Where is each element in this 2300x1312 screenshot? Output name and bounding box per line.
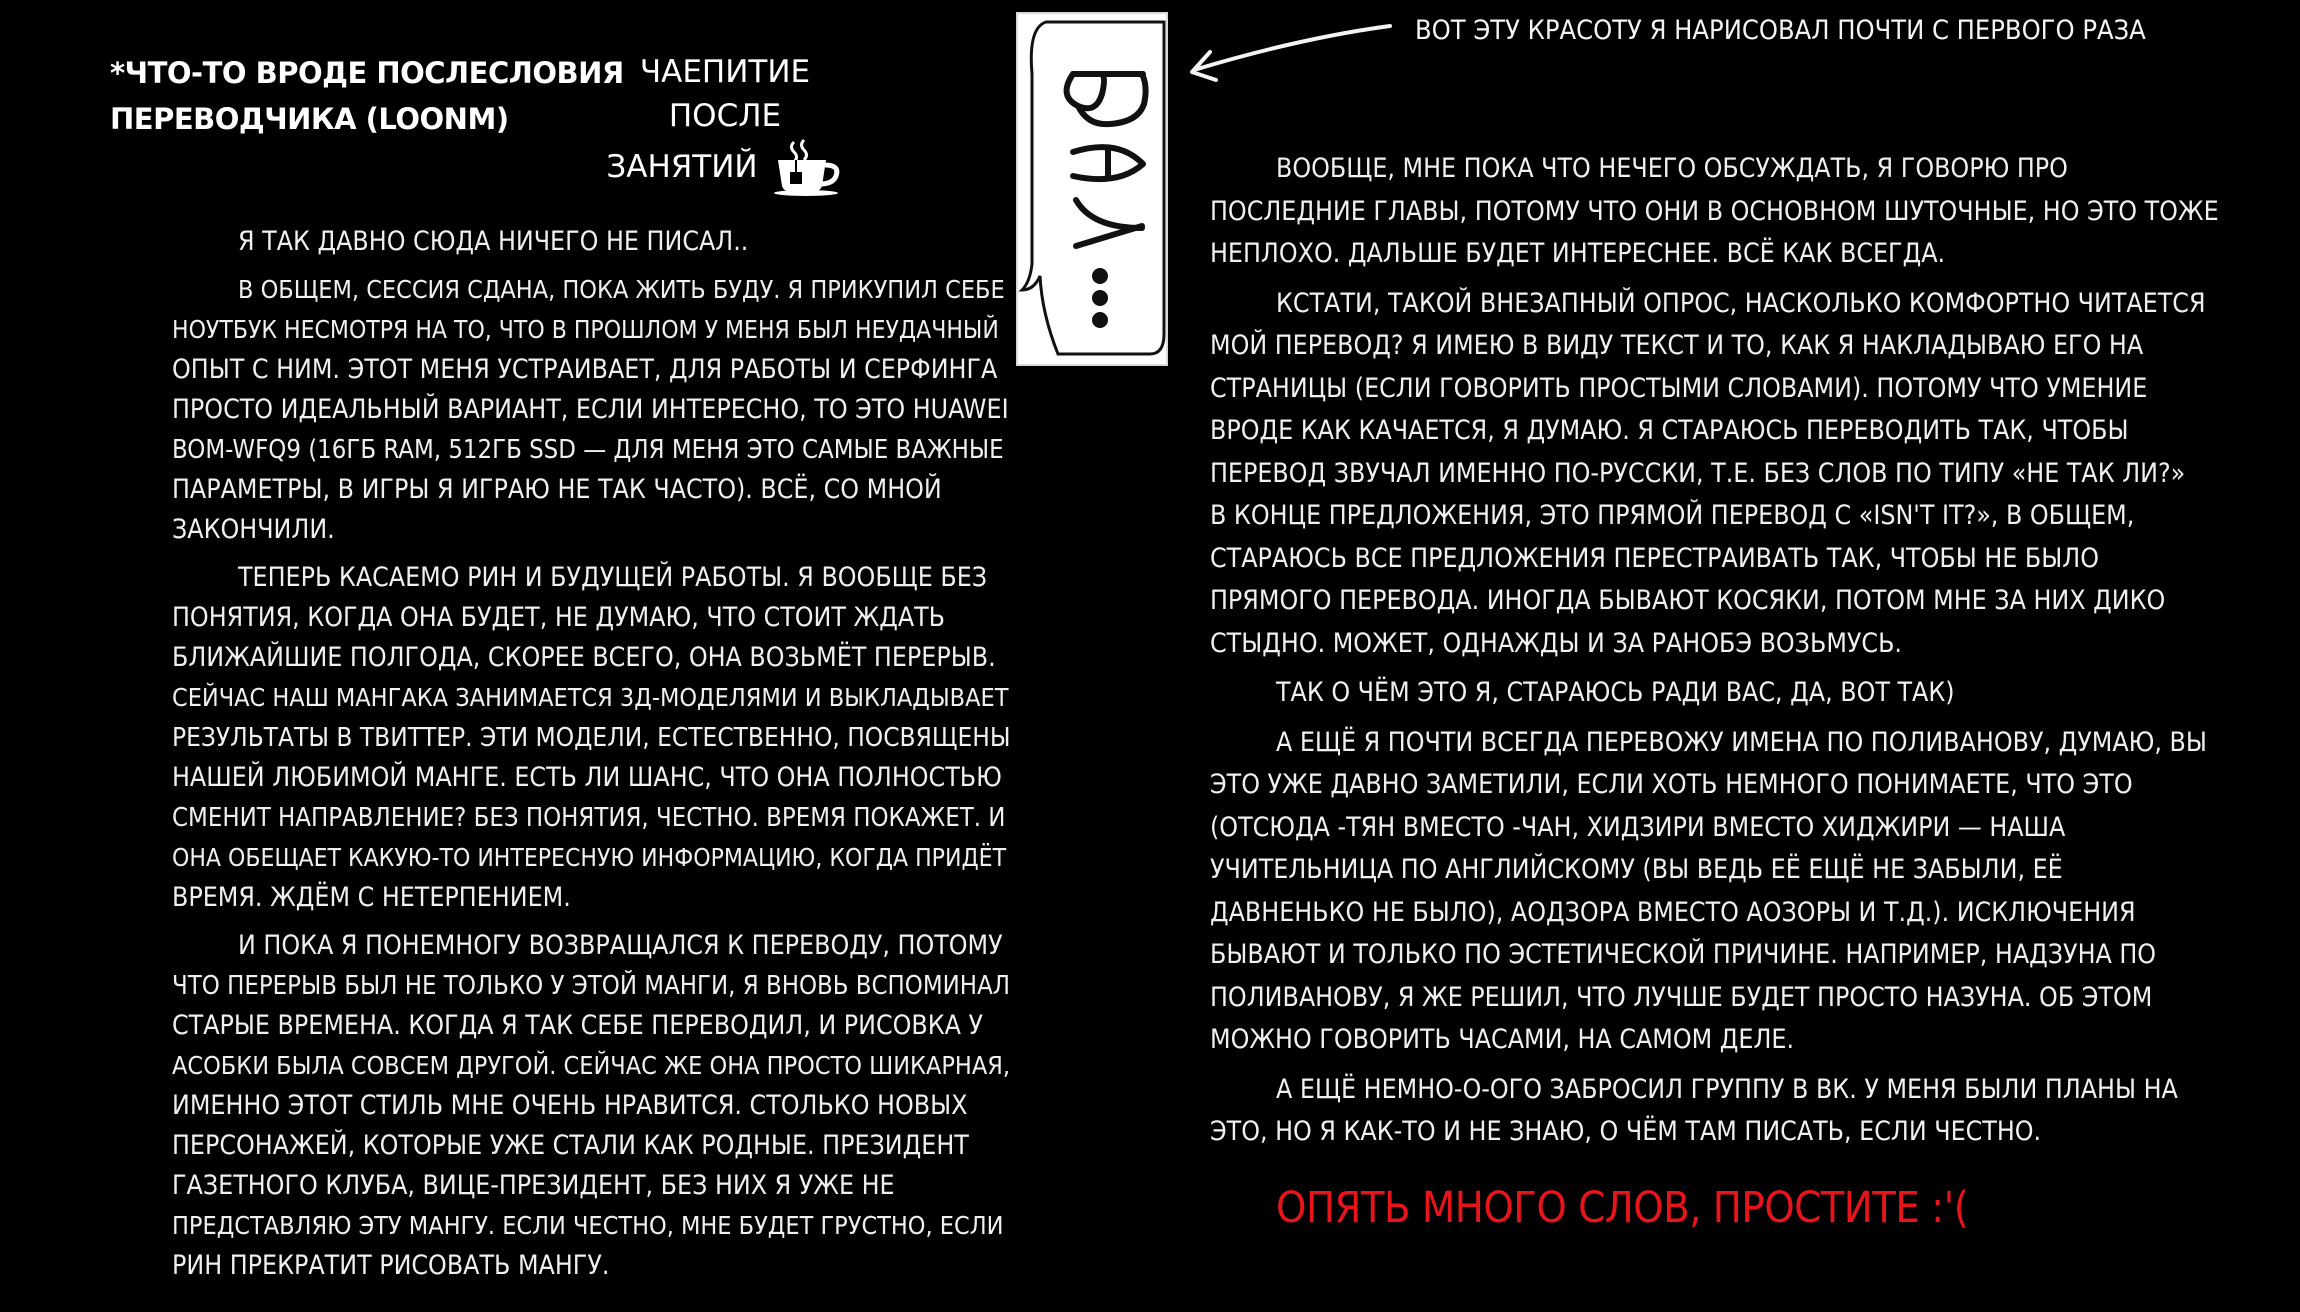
text-line: СТРАНИЦЫ (ЕСЛИ ГОВОРИТЬ ПРОСТЫМИ СЛОВАМИ). ПОТОМУ ЧТО УМЕНИЕ — [1210, 372, 2148, 404]
text-line: ПЕРЕВОД ЗВУЧАЛ ИМЕННО ПО-РУССКИ, Т.Е. БЕЗ СЛОВ ПО ТИПУ «НЕ ТАК ЛИ?» — [1210, 457, 2186, 489]
text-line: АСОБКИ БЫЛА СОВСЕМ ДРУГОЙ. СЕЙЧАС ЖЕ ОНА ПРОСТО ШИКАРНАЯ, — [172, 1051, 1010, 1080]
left-text-column — [172, 222, 1012, 1286]
text-line: РИН ПРЕКРАТИТ РИСОВАТЬ МАНГУ. — [172, 1250, 610, 1281]
closing-apology: ОПЯТЬ МНОГО СЛОВ, ПРОСТИТЕ :'( — [1276, 1183, 1969, 1233]
tea-title-last-line — [606, 138, 843, 196]
paragraph — [172, 270, 1012, 550]
text-line: ПРЯМОГО ПЕРЕВОДА. ИНОГДА БЫВАЮТ КОСЯКИ, ПОТОМ МНЕ ЗА НИХ ДИКО — [1210, 585, 2166, 616]
text-line: ТЕПЕРЬ КАСАЕМО РИН И БУДУЩЕЙ РАБОТЫ. Я ВООБЩЕ БЕЗ — [238, 562, 988, 593]
text-line: ПОНЯТИЯ, КОГДА ОНА БУДЕТ, НЕ ДУМАЮ, ЧТО СТОИТ ЖДАТЬ — [172, 602, 946, 633]
text-line: СТАРЫЕ ВРЕМЕНА. КОГДА Я ТАК СЕБЕ ПЕРЕВОДИЛ, И РИСОВКА У — [172, 1010, 984, 1041]
afterword-title-line: ПЕРЕВОДЧИКА (LOONM) — [110, 102, 509, 136]
tea-title-line: ПОСЛЕ — [668, 98, 782, 134]
text-line: ВООБЩЕ, МНЕ ПОКА ЧТО НЕЧЕГО ОБСУЖДАТЬ, Я ГОВОРЮ ПРО — [1276, 153, 2068, 184]
paragraph — [172, 926, 1012, 1286]
tea-title-line: ЧАЕПИТИЕ — [639, 54, 811, 90]
arrow-icon — [1180, 18, 1400, 88]
text-line: НОУТБУК НЕСМОТРЯ НА ТО, ЧТО В ПРОШЛОМ У МЕНЯ БЫЛ НЕУДАЧНЫЙ — [172, 315, 999, 344]
manga-panel — [1016, 12, 1168, 366]
text-line: МОЙ ПЕРЕВОД? Я ИМЕЮ В ВИДУ ТЕКСТ И ТО, КАК Я НАКЛАДЫВАЮ ЕГО НА — [1210, 330, 2144, 361]
text-line: ГАЗЕТНОГО КЛУБА, ВИЦЕ-ПРЕЗИДЕНТ, БЕЗ НИХ Я УЖЕ НЕ — [172, 1170, 895, 1201]
text-line: ЭТО, НО Я КАК-ТО И НЕ ЗНАЮ, О ЧЁМ ТАМ ПИСАТЬ, ЕСЛИ ЧЕСТНО. — [1210, 1116, 2042, 1147]
text-line: (ОТСЮДА -ТЯН ВМЕСТО -ЧАН, ХИДЗИРИ ВМЕСТО ХИДЖИРИ — НАША — [1210, 811, 2066, 843]
paragraph — [1210, 672, 2290, 715]
tea-section-title — [590, 50, 860, 196]
text-line: А ЕЩЁ НЕМНО-О-ОГО ЗАБРОСИЛ ГРУППУ В ВК. У МЕНЯ БЫЛИ ПЛАНЫ НА — [1276, 1073, 2178, 1105]
text-line: ЗАКОНЧИЛИ. — [172, 514, 335, 545]
text-line: РЕЗУЛЬТАТЫ В ТВИТТЕР. ЭТИ МОДЕЛИ, ЕСТЕСТВЕННО, ПОСВЯЩЕНЫ — [172, 723, 1011, 753]
text-line: BOM-WFQ9 (16ГБ RAM, 512ГБ SSD — ДЛЯ МЕНЯ ЭТО САМЫЕ ВАЖНЫЕ — [172, 435, 1004, 465]
text-line: ИМЕННО ЭТОТ СТИЛЬ МНЕ ОЧЕНЬ НРАВИТСЯ. СТОЛЬКО НОВЫХ — [172, 1090, 968, 1121]
text-line: ПРОСТО ИДЕАЛЬНЫЙ ВАРИАНТ, ЕСЛИ ИНТЕРЕСНО, ТО ЭТО HUAWEI — [172, 394, 1009, 425]
text-line: И ПОКА Я ПОНЕМНОГУ ВОЗВРАЩАЛСЯ К ПЕРЕВОДУ, ПОТОМУ — [238, 930, 1003, 961]
afterword-title-line: *ЧТО-ТО ВРОДЕ ПОСЛЕСЛОВИЯ — [110, 56, 624, 90]
text-line: БЛИЖАЙШИЕ ПОЛГОДА, СКОРЕЕ ВСЕГО, ОНА ВОЗЬМЁТ ПЕРЕРЫВ. — [172, 642, 996, 673]
text-line: СМЕНИТ НАПРАВЛЕНИЕ? БЕЗ ПОНЯТИЯ, ЧЕСТНО. ВРЕМЯ ПОКАЖЕТ. И — [172, 803, 1006, 833]
teacup-icon — [768, 138, 844, 196]
text-line: В КОНЦЕ ПРЕДЛОЖЕНИЯ, ЭТО ПРЯМОЙ ПЕРЕВОД С «ISN'T IT?», В ОБЩЕМ, — [1210, 500, 2135, 531]
text-line: ВРЕМЯ. ЖДЁМ С НЕТЕРПЕНИЕМ. — [172, 882, 571, 913]
speech-bubble-drawing — [1018, 14, 1166, 364]
text-line: ЭТО УЖЕ ДАВНО ЗАМЕТИЛИ, ЕСЛИ ХОТЬ НЕМНОГО ПОНИМАЕТЕ, ЧТО ЭТО — [1210, 769, 2133, 800]
text-line: ПЕРСОНАЖЕЙ, КОТОРЫЕ УЖЕ СТАЛИ КАК РОДНЫЕ. ПРЕЗИДЕНТ — [172, 1130, 969, 1161]
text-line: ДАВНЕНЬКО НЕ БЫЛО), АОДЗОРА ВМЕСТО АОЗОРЫ И Т.Д.). ИСКЛЮЧЕНИЯ — [1210, 896, 2136, 928]
text-line: ТАК О ЧЁМ ЭТО Я, СТАРАЮСЬ РАДИ ВАС, ДА, ВОТ ТАК) — [1276, 677, 1955, 708]
text-line: ЧТО ПЕРЕРЫВ БЫЛ НЕ ТОЛЬКО У ЭТОЙ МАНГИ, Я ВНОВЬ ВСПОМИНАЛ — [172, 971, 1011, 1001]
text-line: НЕПЛОХО. ДАЛЬШЕ БУДЕТ ИНТЕРЕСНЕЕ. ВСЁ КАК ВСЕГДА. — [1210, 238, 1946, 269]
tea-title-line: ЗАНЯТИЙ — [606, 149, 758, 185]
text-line: ПРЕДСТАВЛЯЮ ЭТУ МАНГУ. ЕСЛИ ЧЕСТНО, МНЕ БУДЕТ ГРУСТНО, ЕСЛИ — [172, 1211, 1004, 1240]
text-line: ОНА ОБЕЩАЕТ КАКУЮ-ТО ИНТЕРЕСНУЮ ИНФОРМАЦИЮ, КОГДА ПРИДЁТ — [172, 843, 1007, 872]
paragraph — [1210, 1069, 2290, 1154]
text-line: НАШЕЙ ЛЮБИМОЙ МАНГЕ. ЕСТЬ ЛИ ШАНС, ЧТО ОНА ПОЛНОСТЬЮ — [172, 762, 1002, 793]
text-line: КСТАТИ, ТАКОЙ ВНЕЗАПНЫЙ ОПРОС, НАСКОЛЬКО КОМФОРТНО ЧИТАЕТСЯ — [1276, 287, 2206, 319]
text-line: ОПЫТ С НИМ. ЭТОТ МЕНЯ УСТРАИВАЕТ, ДЛЯ РАБОТЫ И СЕРФИНГА — [172, 354, 998, 385]
text-line: ПОЛИВАНОВУ, Я ЖЕ РЕШИЛ, ЧТО ЛУЧШЕ БУДЕТ ПРОСТО НАЗУНА. ОБ ЭТОМ — [1210, 981, 2153, 1013]
paragraph — [172, 558, 1012, 918]
text-line: СТАРАЮСЬ ВСЕ ПРЕДЛОЖЕНИЯ ПЕРЕСТРАИВАТЬ ТАК, ЧТОБЫ НЕ БЫЛО — [1210, 542, 2099, 574]
text-line: УЧИТЕЛЬНИЦА ПО АНГЛИЙСКОМУ (ВЫ ВЕДЬ ЕЁ ЕЩЁ НЕ ЗАБЫЛИ, ЕЁ — [1210, 854, 2063, 885]
text-line: СЕЙЧАС НАШ МАНГАКА ЗАНИМАЕТСЯ 3Д-МОДЕЛЯМИ И ВЫКЛАДЫВАЕТ — [172, 683, 1009, 712]
afterword-title — [110, 50, 624, 142]
text-line: ПАРАМЕТРЫ, В ИГРЫ Я ИГРАЮ НЕ ТАК ЧАСТО). ВСЁ, СО МНОЙ — [172, 474, 942, 505]
right-text-column — [1210, 148, 2290, 1154]
text-line: БЫВАЮТ И ТОЛЬКО ПО ЭСТЕТИЧЕСКОЙ ПРИЧИНЕ. НАПРИМЕР, НАДЗУНА ПО — [1210, 939, 2157, 970]
text-line: СТЫДНО. МОЖЕТ, ОДНАЖДЫ И ЗА РАНОБЭ ВОЗЬМУСЬ. — [1210, 627, 1903, 659]
text-line: МОЖНО ГОВОРИТЬ ЧАСАМИ, НА САМОМ ДЕЛЕ. — [1210, 1024, 1795, 1055]
paragraph — [1210, 148, 2290, 276]
paragraph — [1210, 722, 2290, 1062]
text-line: ПОСЛЕДНИЕ ГЛАВЫ, ПОТОМУ ЧТО ОНИ В ОСНОВНОМ ШУТОЧНЫЕ, НО ЭТО ТОЖЕ — [1210, 195, 2219, 227]
text-line: В ОБЩЕМ, СЕССИЯ СДАНА, ПОКА ЖИТЬ БУДУ. Я ПРИКУПИЛ СЕБЕ — [238, 275, 1005, 304]
text-line: Я ТАК ДАВНО СЮДА НИЧЕГО НЕ ПИСАЛ.. — [238, 226, 749, 257]
paragraph — [1210, 283, 2290, 666]
text-line: ВРОДЕ КАК КАЧАЕТСЯ, Я ДУМАЮ. Я СТАРАЮСЬ ПЕРЕВОДИТЬ ТАК, ЧТОБЫ — [1210, 415, 2129, 446]
panel-annotation: ВОТ ЭТУ КРАСОТУ Я НАРИСОВАЛ ПОЧТИ С ПЕРВОГО РАЗА — [1415, 15, 2146, 46]
paragraph — [172, 222, 1012, 262]
text-line: А ЕЩЁ Я ПОЧТИ ВСЕГДА ПЕРЕВОЖУ ИМЕНА ПО ПОЛИВАНОВУ, ДУМАЮ, ВЫ — [1276, 726, 2207, 758]
